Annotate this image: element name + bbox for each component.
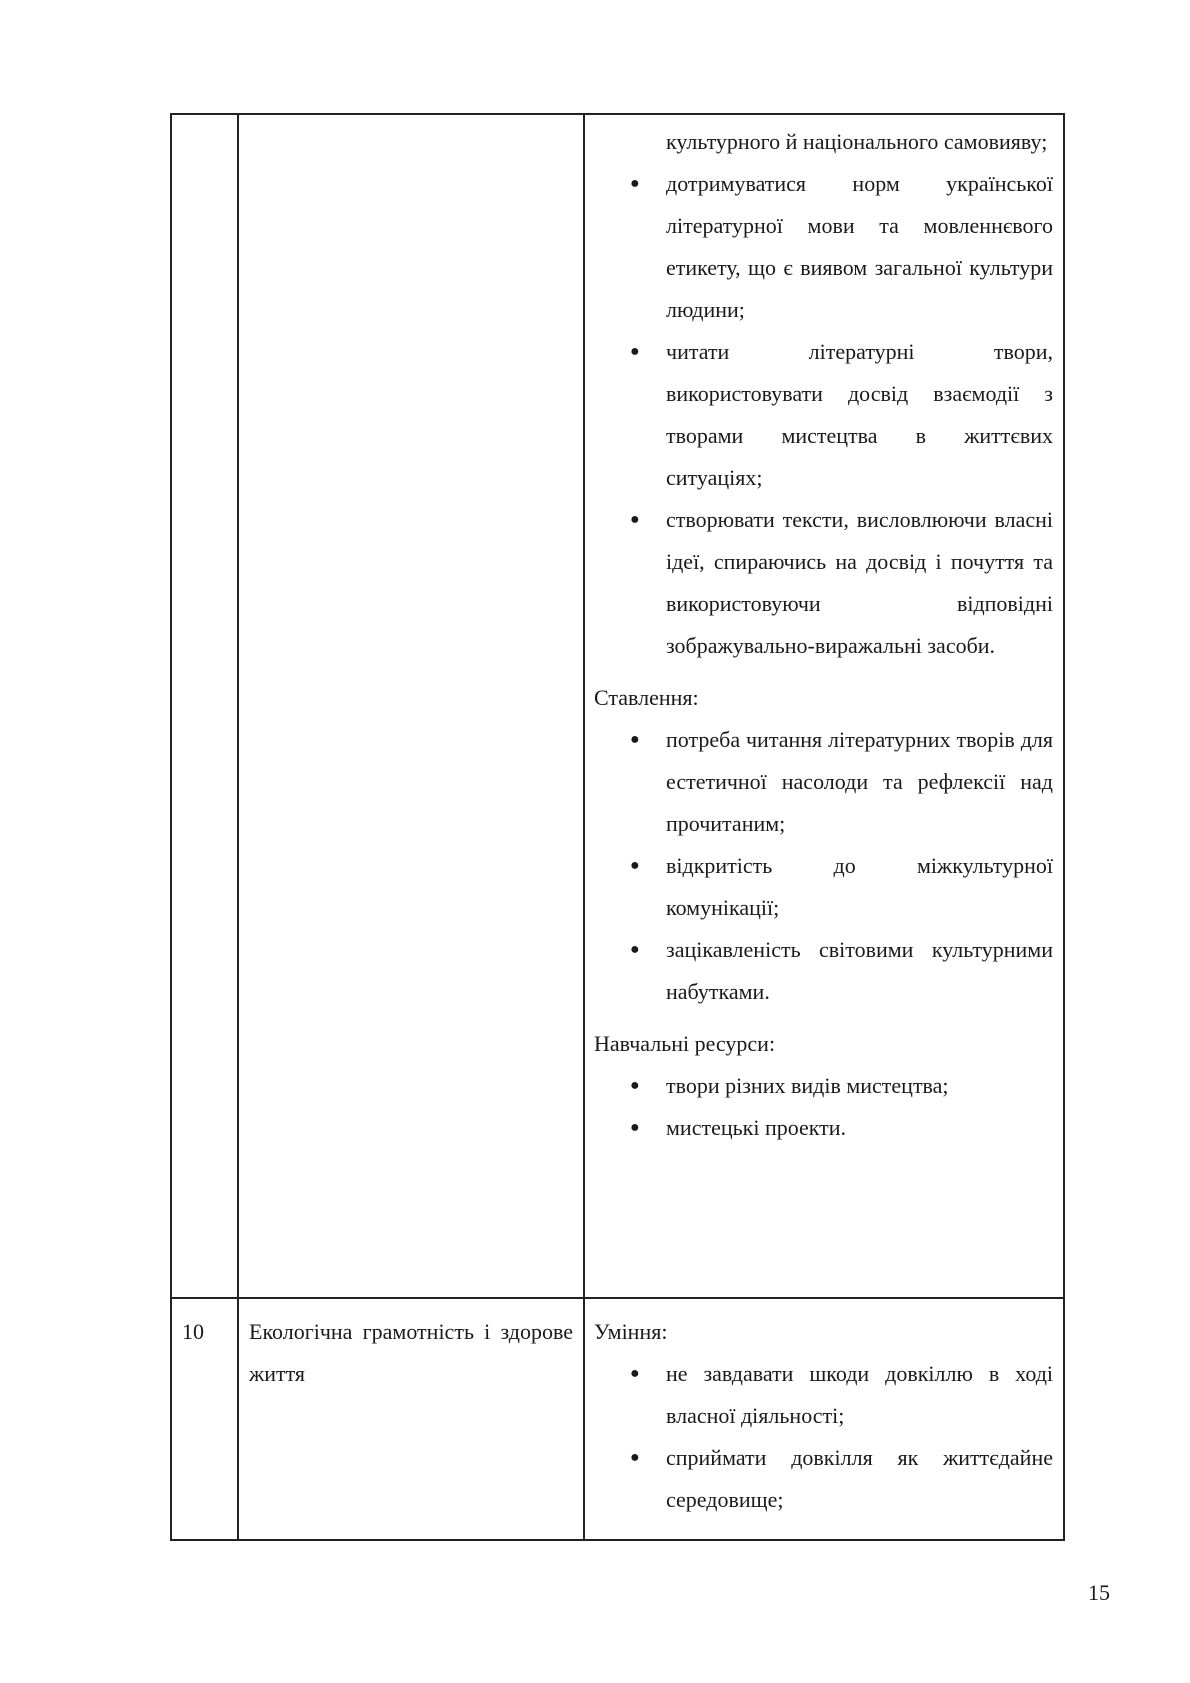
competencies-table xyxy=(170,113,1065,1541)
list-item-text: твори різних видів мистецтва; xyxy=(666,1073,949,1098)
list-item-text: відкритість до міжкультурної комунікації; xyxy=(666,853,1053,920)
list-item-text: потреба читання літературних творів для естетичної насолоди та рефлексії над прочитаним; xyxy=(666,727,1053,836)
bullet-icon: ● xyxy=(630,511,640,528)
list-item-text: дотримуватися норм української літературної мови та мовленнєвого етикету, що є виявом загальної культури людини; xyxy=(666,171,1053,322)
list-item-text: сприймати довкілля як життєдайне середовище; xyxy=(666,1445,1053,1512)
list-item xyxy=(594,719,1053,845)
resources-list xyxy=(594,1065,1053,1149)
attitudes-list xyxy=(594,719,1053,1013)
page-number: 15 xyxy=(1088,1580,1110,1605)
number-cell xyxy=(171,1298,238,1540)
list-item xyxy=(594,1107,1053,1149)
list-item xyxy=(594,1065,1053,1107)
attitudes-heading: Ставлення: xyxy=(594,685,699,710)
bullet-icon: ● xyxy=(630,343,640,360)
competency-name-cell xyxy=(238,1298,584,1540)
content-cell xyxy=(584,1298,1064,1540)
list-item-text: мистецькі проекти. xyxy=(666,1115,847,1140)
competency-name: Екологічна грамотність і здорове життя xyxy=(249,1319,573,1386)
number-cell xyxy=(171,114,238,1298)
table-row xyxy=(171,114,1064,1298)
skills-heading: Уміння: xyxy=(594,1319,668,1344)
competency-name xyxy=(239,115,583,127)
resources-heading: Навчальні ресурси: xyxy=(594,1031,776,1056)
bullet-icon: ● xyxy=(630,1077,640,1094)
competency-name-cell xyxy=(238,114,584,1298)
bullet-icon: ● xyxy=(630,941,640,958)
content-cell xyxy=(584,114,1064,1298)
row-number: 10 xyxy=(182,1319,204,1344)
continued-bullet-text: культурного й національного самовияву; xyxy=(666,129,1048,154)
bullet-icon: ● xyxy=(630,857,640,874)
list-item xyxy=(594,163,1053,331)
list-item xyxy=(594,499,1053,667)
skills-list xyxy=(594,163,1053,667)
list-item-text: не завдавати шкоди довкіллю в ході власної діяльності; xyxy=(666,1361,1053,1428)
bullet-icon: ● xyxy=(630,1365,640,1382)
list-item xyxy=(594,1353,1053,1437)
skills-list xyxy=(594,1353,1053,1521)
table-row xyxy=(171,1298,1064,1540)
list-item-text: створювати тексти, висловлюючи власні ідеї, спираючись на досвід і почуття та використовуючи відповідні зображувально-виражальні засоби. xyxy=(666,507,1053,658)
list-item xyxy=(594,845,1053,929)
bullet-icon: ● xyxy=(630,1119,640,1136)
bullet-icon: ● xyxy=(630,1449,640,1466)
list-item xyxy=(594,1437,1053,1521)
row-number xyxy=(172,115,237,127)
list-item xyxy=(594,331,1053,499)
list-item-text: зацікавленість світовими культурними набутками. xyxy=(666,937,1053,1004)
bullet-icon: ● xyxy=(630,175,640,192)
list-item xyxy=(594,929,1053,1013)
list-item-text: читати літературні твори, використовувати досвід взаємодії з творами мистецтва в життєвих ситуаціях; xyxy=(666,339,1053,490)
bullet-icon: ● xyxy=(630,731,640,748)
